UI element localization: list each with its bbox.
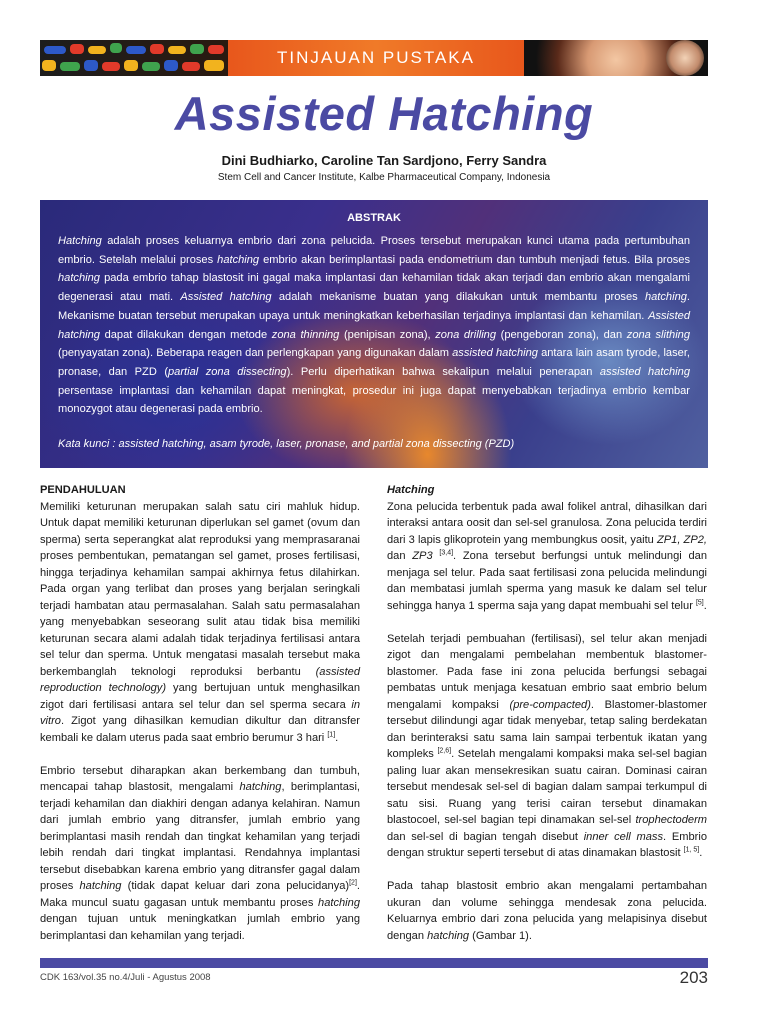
abstract-heading: ABSTRAK xyxy=(347,212,401,224)
abstract-text: Hatching adalah proses keluarnya embrio dari zona pelucida. Proses tersebut merupakan kunci utama pada pertumbuhan embrio. Setelah melalui proses hatching embrio akan berimplantasi pada endometrium dan tumbuh menjadi fetus. Bila proses hatching pada embrio tahap blastosit ini gagal maka implantasi dan kehamilan tidak akan terjadi dan embrio akan mengalami degenerasi atau mati. Assisted hatching adalah mekanisme buatan yang dilakukan untuk membantu proses hatching. Mekanisme buatan tersebut merupakan upaya untuk meningkatkan keberhasilan terjadinya implantasi dan kehamilan. Assisted hatching dapat dilakukan dengan metode zona thinning (penipisan zona), zona drilling (pengeboran zona), dan zona slithing (penyayatan zona). Beberapa reagen dan perlengkapan yang digunakan dalam assisted hatching antara lain asam tyrode, laser, pronase, dan PZD (partial zona dissecting). Perlu diperhatikan bahwa sekalipun melalui penerapan assisted hatching persentase implantasi dan kehamilan dapat meningkat, prosedur ini juga dapat menyebabkan terjadinya embrio kembar monozygot atau degenerasi pada embrio. xyxy=(58,235,691,416)
section-label: TINJAUAN PUSTAKA xyxy=(228,40,524,76)
paragraph: Setelah terjadi pembuahan (fertilisasi), sel telur akan menjadi zigot dan mengalami pembelahan membentuk blastomer-blastomer. Pada fase ini zona pelucida berfungsi sebagai pembatas untuk menjaga kesatuan embrio saat embrio belum mengalami kompaksi (pre-compacted). Blastomer-blastomer tersebut dilindungi agar tidak menyebar, tetap saling berdekatan dan berinteraksi satu sama lain sampai terbentuk ikatan yang kompleks [2,6]. Setelah mengalami kompaksi maka sel-sel bagian paling luar akan mensekresikan suatu cairan. Dominasi cairan tersebut mendesak sel-sel di bagian dalam sampai terkumpul di satu sisi. Ruang yang terisi cairan tersebut dinamakan blastocoel, sel-sel bagian tepi dinamakan sel-sel trophectoderm dan sel-sel di bagian tengah disebut inner cell mass. Embrio dengan struktur seperti tersebut di atas dinamakan blastosit [1, 5]. xyxy=(387,632,708,859)
paragraph: Memiliki keturunan merupakan salah satu ciri mahluk hidup. Untuk dapat memiliki keturunan diperlukan sel gamet (ovum dan sperma) serta seperangkat alat reproduksi yang memprasaranai proses pembentukan, pematangan sel gamet, proses fertilisasi, hingga terjadinya kehamilan sampai akhirnya fetus dilahirkan. Pada organ yang terlibat dan proses yang berjalan seringkali terjadi hambatan atau permasalahan. Salah satu permasalahan yang menyebabkan seseorang sulit atau tidak bisa memiliki keturunan secara alami adalah tidak terjadinya fertilisasi antara sel telur dan sperma. Untuk mengatasi masalah tersebut maka berkembanglah teknologi reproduksi berbantu (assisted reproduction technology) yang bertujuan untuk menghasilkan zigot dari fertilisasi antara sel telur dan sel sperma secara in vitro. Zigot yang dihasilkan kemudian dikultur dan ditransfer kembali ke dalam uterus pada saat embrio berumur 3 hari [1]. xyxy=(40,500,360,744)
section-heading-hatching: Hatching xyxy=(387,484,435,496)
right-column xyxy=(387,482,707,961)
article-affiliation: Stem Cell and Cancer Institute, Kalbe Pharmaceutical Company, Indonesia xyxy=(217,172,551,183)
paragraph: Pada tahap blastosit embrio akan mengalami pertambahan ukuran dan volume sehingga mendesak zona pelucida. Keluarnya embrio dari zona pelucida yang melapisinya disebut dengan hatching (Gambar 1). xyxy=(387,880,707,942)
paragraph: Embrio tersebut diharapkan akan berkembang dan tumbuh, mencapai tahap blastosit, mengalami hatching, berimplantasi, terjadi kehamilan dan diakhiri dengan adanya kelahiran. Namun dari jumlah embrio yang ditransfer, jumlah embrio yang berimplantasi masih rendah dan tingkat kehamilan yang terjadi lebih rendah dari tingkat implantasi. Rendahnya implantasi tersebut disebabkan karena embrio yang ditransfer gagal dalam proses hatching (tidak dapat keluar dari zona pelucidanya)[2]. Maka muncul suatu gagasan untuk membantu proses hatching dengan tujuan untuk meningkatkan jumlah embrio yang berimplantasi dan kehamilan yang terjadi. xyxy=(40,764,360,942)
journal-citation: CDK 163/vol.35 no.4/Juli - Agustus 2008 xyxy=(40,972,211,983)
article-title: Assisted Hatching xyxy=(174,87,594,140)
article-authors: Dini Budhiarko, Caroline Tan Sardjono, Ferry Sandra xyxy=(221,153,547,168)
abstract-box xyxy=(40,200,708,468)
page-number: 203 xyxy=(679,968,708,987)
header-embryo-image xyxy=(524,40,708,76)
header-beads-image xyxy=(40,40,228,76)
abstract-keywords: Kata kunci : assisted hatching, asam tyrode, laser, pronase, and partial zona dissecting (PZD) xyxy=(58,438,515,450)
paragraph: Zona pelucida terbentuk pada awal folikel antral, dihasilkan dari interaksi antara oosit dan sel-sel granulosa. Zona pelucida terdiri dari 3 lapis glikoprotein yang membungkus oosit, yaitu ZP1, ZP2, dan ZP3 [3,4]. Zona tersebut berfungsi untuk melindungi dan menjaga sel telur. Pada saat fertilisasi zona pelucida melindungi dan membatasi jumlah sperma yang masuk ke dalam sel telur sehingga hanya 1 sperma saja yang dapat membuahi sel telur [5]. xyxy=(387,500,707,612)
footer-rule xyxy=(40,958,708,968)
section-heading-pendahuluan: PENDAHULUAN xyxy=(40,484,126,496)
left-column xyxy=(40,482,360,961)
